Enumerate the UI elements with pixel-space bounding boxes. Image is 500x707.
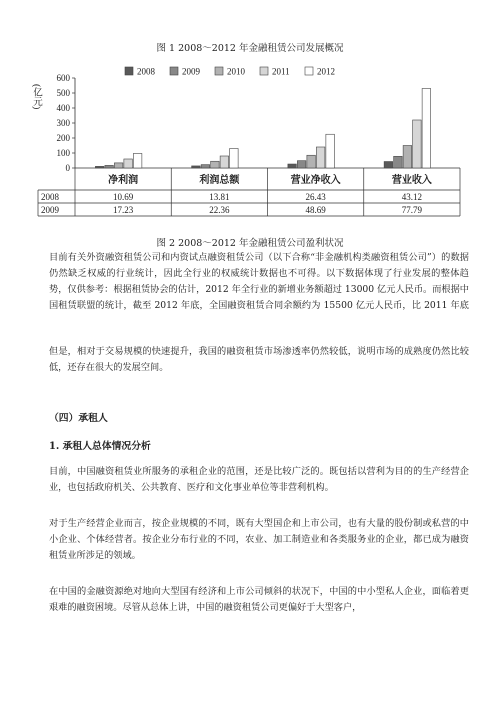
- y-tick-label: 600: [56, 73, 70, 83]
- paragraph-1: 目前有关外资融资租赁公司和内资试点融资租赁公司（以下合称“非金融机构类融资租赁公司”）的数据仍然缺乏权威的行业统计，因此全行业的权威统计数据也不可得。以下数据体现了行业发展的整体趋势，仅供参考：根据租赁协会的估计，2012 年全行业的新增业务额超过 13000 亿元人民币。而根据中国租赁联盟的统计，截至 2012 年底，全国融资租赁合同余额约为 15500 亿元人民币，比 2011 年底: [49, 252, 469, 311]
- bar-2011-3: [413, 120, 422, 168]
- legend-label-2009: 2009: [182, 66, 200, 77]
- category-label-0: 净利润: [108, 175, 139, 186]
- figure-1-caption: 图 1 2008～2012 年金融租赁公司发展概况: [156, 43, 344, 54]
- table-cell-2008-2: 26.43: [305, 192, 326, 202]
- figure-2-caption: 图 2 2008～2012 年金融租赁公司盈利状况: [156, 238, 344, 249]
- legend-label-2010: 2010: [227, 66, 245, 77]
- paragraph-4: 对于生产经营企业而言，按企业规模的不同，既有大型国企和上市公司，也有大量的股份制或私营的中小企业、个体经营者。按企业分布行业的不同，农业、加工制造业和各类服务业的企业，都已成为融资租赁业所涉足的领域。: [49, 518, 469, 561]
- bar-2012-1: [230, 149, 239, 169]
- table-cell-2008-1: 13.81: [209, 192, 230, 202]
- legend-swatch-2010: [215, 67, 223, 75]
- paragraph-5: 在中国的金融资源绝对地向大型国有经济和上市公司倾斜的状况下，中国的中小型私人企业，面临着更艰难的融资困境。尽管从总体上讲，中国的融资租赁公司更偏好于大型客户，: [49, 586, 469, 613]
- legend-label-2012: 2012: [317, 66, 335, 77]
- y-tick-label: 300: [56, 118, 70, 128]
- section-heading: （四）承租人: [49, 413, 108, 424]
- bar-2009-2: [297, 161, 306, 168]
- legend-label-2011: 2011: [272, 66, 290, 77]
- y-axis-label: (亿元): [31, 84, 41, 110]
- bar-2010-3: [403, 146, 412, 169]
- bar-2011-2: [316, 147, 325, 168]
- legend-swatch-2008: [125, 67, 133, 75]
- legend-label-2008: 2008: [137, 66, 155, 77]
- bar-2009-0: [105, 165, 114, 168]
- category-label-1: 利润总额: [199, 175, 240, 186]
- bar-2012-0: [133, 153, 142, 168]
- table-year-2009: 2009: [41, 205, 59, 215]
- y-tick-label: 0: [65, 163, 70, 173]
- table-cell-2009-0: 17.23: [113, 205, 134, 215]
- bar-2011-0: [124, 159, 133, 168]
- y-tick-label: 100: [56, 148, 70, 158]
- bar-2010-2: [307, 155, 316, 168]
- legend-swatch-2009: [170, 67, 178, 75]
- y-tick-label: 200: [56, 133, 70, 143]
- category-label-2: 营业净收入: [290, 175, 341, 186]
- legend-swatch-2012: [305, 67, 313, 75]
- bar-2010-0: [114, 163, 123, 168]
- bar-2012-2: [326, 134, 335, 168]
- table-cell-2008-0: 10.69: [113, 192, 134, 202]
- bar-2008-2: [288, 164, 297, 168]
- table-year-2008: 2008: [41, 192, 59, 202]
- bar-2012-3: [422, 89, 431, 169]
- bar-2008-1: [192, 166, 201, 168]
- table-cell-2009-3: 77.79: [401, 205, 422, 215]
- bar-2009-1: [201, 165, 210, 168]
- bar-2008-3: [384, 162, 393, 168]
- bar-2010-1: [211, 161, 220, 168]
- paragraph-2: 但是，相对于交易规模的快速提升，我国的融资租赁市场渗透率仍然较低，说明市场的成熟度仍然比较低，还存在很大的发展空间。: [49, 346, 469, 373]
- table-cell-2009-1: 22.36: [209, 205, 230, 215]
- bar-2008-0: [95, 166, 104, 168]
- earnings-chart: [30, 62, 470, 252]
- bar-2011-1: [220, 156, 229, 168]
- y-tick-label: 500: [56, 88, 70, 98]
- y-tick-label: 400: [56, 103, 70, 113]
- bar-2009-3: [394, 156, 403, 168]
- table-cell-2009-2: 48.69: [305, 205, 326, 215]
- legend-swatch-2011: [260, 67, 268, 75]
- subsection-heading: 1. 承租人总体情况分析: [49, 441, 151, 452]
- paragraph-3: 目前，中国融资租赁业所服务的承租企业的范围，还是比较广泛的。既包括以营利为目的的生产经营企业，也包括政府机关、公共教育、医疗和文化事业单位等非营利机构。: [49, 466, 469, 493]
- category-label-3: 营业收入: [391, 175, 432, 186]
- table-cell-2008-3: 43.12: [401, 192, 422, 202]
